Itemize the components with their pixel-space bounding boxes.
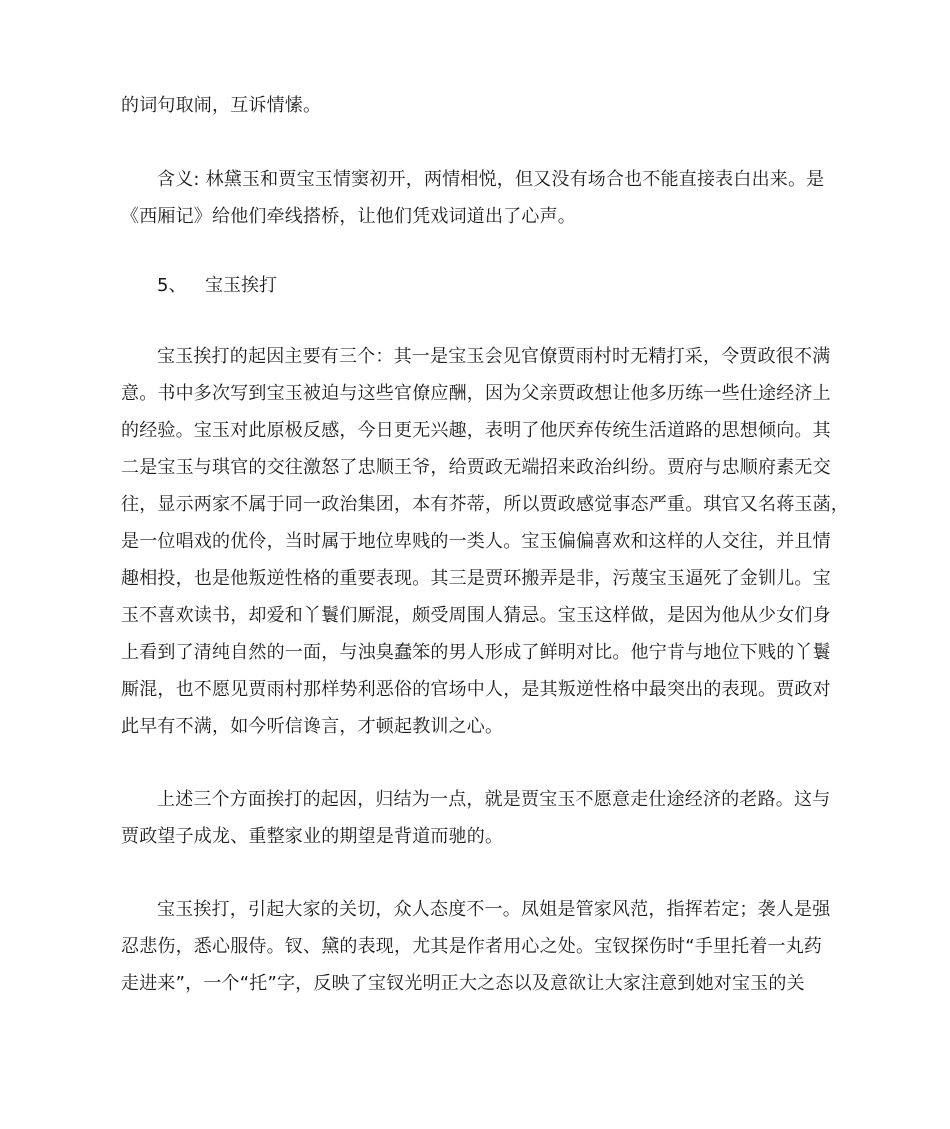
- paragraph-line: 忍悲伤，悉心服侍。钗、黛的表现，尤其是作者用心之处。宝钗探伤时“手里托着一丸药: [121, 936, 823, 957]
- paragraph-line: 的词句取闹，互诉情愫。: [121, 95, 322, 116]
- paragraph-line: 此早有不满，如今听信谗言，才顿起教训之心。: [121, 716, 504, 737]
- paragraph-line: 走进来”，一个“托”字，反映了宝钗光明正大之态以及意欲让大家注意到她对宝玉的关: [121, 973, 805, 994]
- paragraph-line: 《西厢记》给他们牵线搭桥，让他们凭戏词道出了心声。: [121, 206, 576, 227]
- paragraph-line: 意。书中多次写到宝玉被迫与这些官僚应酬，因为父亲贾政想让他多历练一些仕途经济上: [121, 383, 831, 404]
- paragraph-line: 上述三个方面挨打的起因，归结为一点，就是贾宝玉不愿意走仕途经济的老路。这与: [157, 789, 831, 810]
- paragraph-line: 二是宝玉与琪官的交往激怒了忠顺王爷，给贾政无端招来政治纠纷。贾府与忠顺府素无交: [121, 457, 831, 478]
- paragraph-line: 含义: 林黛玉和贾宝玉情窦初开，两情相悦，但又没有场合也不能直接表白出来。是: [157, 169, 825, 190]
- paragraph-line: 是一位唱戏的优伶，当时属于地位卑贱的一类人。宝玉偏偏喜欢和这样的人交往，并且情: [121, 531, 831, 552]
- paragraph-line: 玉不喜欢读书，却爱和丫鬟们厮混，颇受周围人猜忌。宝玉这样做，是因为他从少女们身: [121, 605, 831, 626]
- paragraph-line: 宝玉挨打，引起大家的关切，众人态度不一。凤姐是管家风范，指挥若定；袭人是强: [157, 899, 831, 920]
- paragraph-line: 往，显示两家不属于同一政治集团，本有芥蒂，所以贾政感觉事态严重。琪官又名蒋玉菡，: [121, 494, 849, 515]
- paragraph-line: 厮混，也不愿见贾雨村那样势利恶俗的官场中人，是其叛逆性格中最突出的表现。贾政对: [121, 679, 831, 700]
- paragraph-line: 宝玉挨打的起因主要有三个：其一是宝玉会见官僚贾雨村时无精打采，令贾政很不满: [157, 346, 831, 367]
- paragraph-line: 上看到了清纯自然的一面，与浊臭蠢笨的男人形成了鲜明对比。他宁肯与地位下贱的丫鬟: [121, 642, 831, 663]
- paragraph-line: 贾政望子成龙、重整家业的期望是背道而驰的。: [121, 826, 504, 847]
- section-number: 5、: [157, 275, 187, 296]
- section-title: 宝玉挨打: [205, 275, 277, 296]
- paragraph-line: 趣相投，也是他叛逆性格的重要表现。其三是贾环搬弄是非，污蔑宝玉逼死了金钏儿。宝: [121, 568, 831, 589]
- paragraph-line: 的经验。宝玉对此原极反感，今日更无兴趣，表明了他厌弃传统生活道路的思想倾向。其: [121, 420, 831, 441]
